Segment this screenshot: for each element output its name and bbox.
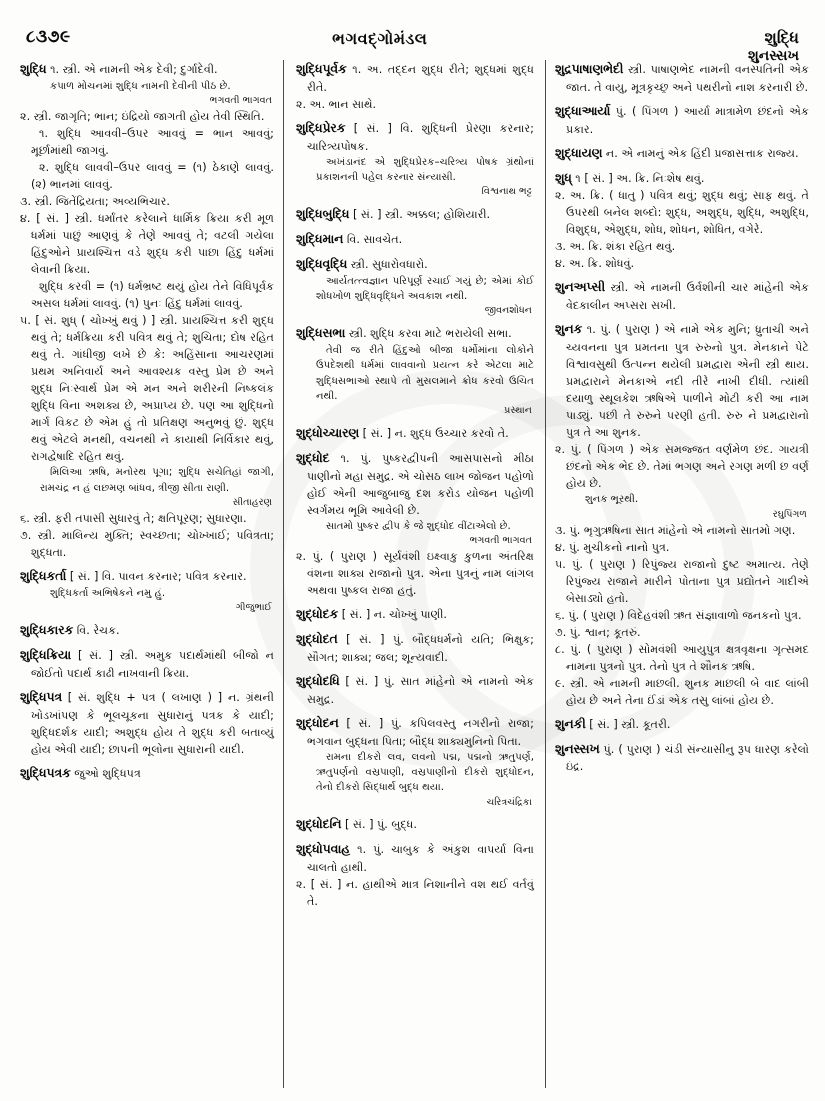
entry-text: ૪. [ સં. ] સ્ત્રી. ધર્માંતર કરેલાને ધાર્મિક ક્રિયા કરી મૂળ ધર્મમાં પાછું આણવું કે તેણે આવવું તે; વટલી ગયેલા હિંદુઓને પ્રાયશ્ચિત્ત વડે શુદ્ધ કરી પાછા હિંદુ ધર્મમાં લેવાની ક્રિયા. xyxy=(20,212,274,277)
entry-sense xyxy=(555,522,809,539)
entry-text: [ સં. ] સ્ત્રી. કૂતરી. xyxy=(589,717,671,731)
entry-text: ન. એ નામનું એક હિંદી પ્રજાસત્તાક રાજ્ય. xyxy=(605,146,799,160)
entry-sense xyxy=(296,230,534,249)
entry-headword: શુદ્ધાયણ xyxy=(554,144,603,160)
dictionary-entry xyxy=(555,715,809,734)
entry-text: વિ. સાવચેત. xyxy=(346,233,403,247)
entry-quotation xyxy=(20,79,274,94)
entry-text: સ્ત્રી. એ નામની ઉર્વશીની ચાર માંહેની એક વેદકાલીન અપ્સરા સખી. xyxy=(565,281,809,313)
entry-citation xyxy=(296,534,534,548)
entry-sense xyxy=(296,876,534,910)
entry-sense xyxy=(20,764,274,783)
entry-subsense xyxy=(20,278,274,312)
entry-text: [ સં. શુદ્ધિ + પત્ર ( લખાણ ) ] ન. ગ્રંથની ખોડખાંપણ કે ભૂલચૂકના સુધારાનું પત્રક કે યાદી; શુદ્ધિદર્શક યાદી; અશુદ્ધ હોય તે શુદ્ધ કરી બતાવ્યું હોય એવી યાદી; છાપની ભૂલોના સુધારાની યાદી. xyxy=(31,690,274,756)
entry-sense xyxy=(555,278,809,314)
dictionary-entry xyxy=(296,815,534,834)
entry-sense xyxy=(555,441,809,492)
dictionary-entry xyxy=(555,102,809,138)
entry-quotation xyxy=(20,586,274,601)
entry-citation xyxy=(296,404,534,418)
entry-text: તેવી જ રીતે હિંદુઓ બીજા ધર્મોમાંના લોકોને ઉપદેશથી ધર્મમાં લાવવાનો પ્રયત્ન કરે એટલા માટે શુદ્ધિસભાઓ સ્થાપે તો મુસલમાને ક્રોધ કરવો ઉચિત નથી. xyxy=(315,345,534,402)
entry-headword: શુદ્ધિપ્રેરક xyxy=(295,119,346,135)
dictionary-entry xyxy=(296,630,534,666)
dictionary-entry xyxy=(555,278,809,314)
entry-text: રઘુપિંગળ xyxy=(772,508,807,520)
entry-sense xyxy=(20,527,274,561)
running-head-first: શુદ્ધિ xyxy=(764,28,799,47)
dictionary-entry xyxy=(555,320,809,708)
entry-text: શુનક ભૂરથી. xyxy=(584,494,639,506)
entry-text: ૨. [ સં. ] ન. હાથીએ માત્ર નિશાનીને વશ થઈ વર્તવું તે. xyxy=(295,878,534,909)
entry-text: ૩. અ. ક્રિ. શંકા રહિત થવું. xyxy=(554,240,676,254)
entry-quotation xyxy=(296,519,534,534)
entry-sense xyxy=(20,60,274,79)
dictionary-entry xyxy=(296,205,534,224)
entry-sense xyxy=(555,238,809,255)
dictionary-entry xyxy=(555,169,809,273)
entry-text: જીવનશોધન xyxy=(484,305,532,317)
entry-text: ૨. સ્ત્રી. જાગૃતિ; ભાન; ઇંદ્રિયો જાગતી હોય તેવી સ્થિતિ. xyxy=(20,110,265,124)
dictionary-entry xyxy=(20,764,274,783)
entry-quotation xyxy=(296,155,534,186)
entry-sense xyxy=(20,312,274,465)
entry-text: [ સં. ] પું. કપિલવસ્તુ નગરીનો રાજા; ભગવાન બુદ્ધના પિતા; બૌદ્ધ શાક્યમુનિનો પિતા. xyxy=(306,716,534,748)
entry-citation xyxy=(296,304,534,318)
entry-sense xyxy=(555,675,809,709)
entry-text: ચરિત્રચંદ્રિકા xyxy=(486,796,532,808)
entry-sense xyxy=(555,144,809,163)
entry-headword: શુદ્ધોપવાહ xyxy=(295,841,350,857)
entry-sense xyxy=(20,646,274,682)
entry-headword: શુદ્ધિબુદ્ધિ xyxy=(295,206,350,222)
entry-headword: શુનકી xyxy=(554,715,586,731)
entry-text: ૨. શુદ્ધિ લાવવી–ઉપર લાવવું = (૧) ઠેકાણે લાવવું. (૨) ભાનમાં લાવવું. xyxy=(31,161,274,192)
entry-quotation xyxy=(296,343,534,404)
entry-text: સ્ત્રી. સુધારોવધારો. xyxy=(350,257,428,271)
entry-quotation xyxy=(555,492,809,507)
entry-text: [ સં. ] પું. સાત માંહેનો એ નામનો એક સમુદ્ર. xyxy=(306,674,534,706)
entry-text: ૭. પું. શ્વાન; કૂતરું. xyxy=(554,625,641,639)
entry-headword: શુદ્ધોદધિ xyxy=(295,672,340,688)
entry-sense xyxy=(555,539,809,556)
entry-text: [ સં. ] પું. બુદ્ધ. xyxy=(345,818,417,832)
entry-text: વિશ્વનાથ ભટ્ટ xyxy=(481,186,532,198)
dictionary-entry xyxy=(20,60,274,561)
entry-text: સ્ત્રી. શુદ્ધિ કરવા માટે ભરાયેલી સભા. xyxy=(348,327,512,341)
entry-sense xyxy=(296,119,534,155)
entry-headword: શુદ્ધોદન xyxy=(295,714,339,730)
entry-headword: શુદ્ધિપત્રક xyxy=(20,764,71,780)
dictionary-entry xyxy=(296,449,534,599)
entry-sense xyxy=(296,324,534,343)
entry-spacer xyxy=(296,911,534,916)
text-column-2 xyxy=(283,60,546,1088)
entry-headword: શુદ્ધોદત xyxy=(295,631,338,647)
entry-sense xyxy=(296,815,534,834)
entry-text: પું. ( પિંગળ ) આર્યા માત્રામેળ છંદનો એક પ્રકાર. xyxy=(565,104,809,136)
entry-text: ૮. પું. ( પુરાણ ) સોમવંશી આયુપુત્ર ક્ષત્રવૃક્ષના ગૃત્સમદ નામના પુત્રનો પુત્ર. તેનો પુત્ર તે શૌનક ઋષિ. xyxy=(554,642,809,673)
entry-text: ૧. પું. ચાબુક કે અંકુશ વાપર્યા વિના ચાલતો હાથી. xyxy=(306,843,534,875)
dictionary-entry xyxy=(296,714,534,810)
entry-headword: શુનક xyxy=(554,321,583,337)
entry-sense xyxy=(296,605,534,624)
entry-text: ૧. પું. ( પુરાણ ) એ નામે એક મુનિ; ધ્રુતાચી અને ચ્યવનના પુત્ર પ્રમતના પુત્ર રુરુનો પુત્ર. મેનકાને પેટે વિશ્વાવસુથી ઉત્પન્ન થયેલી પ્રમદ્વારા એની સ્ત્રી થાય. પ્રમદ્વારાને મેનકાએ નદી તીરે નાખી દીધી. ત્યાંથી દયાળુ સ્થૂલકેશ ઋષિએ પાળીને મોટી કરી આ નામ પાડ્યું. પછી તે રુરુને પરણી હતી. રુરુ ને પ્રમદ્વારાનો પુત્ર તે આ શુનક. xyxy=(565,323,809,440)
entry-sense xyxy=(296,449,534,519)
entry-sense xyxy=(555,60,809,96)
entry-text: ૪. પું. મુચીકનો નાનો પુત્ર. xyxy=(554,540,670,554)
entry-text: ૭. સ્ત્રી. માલિન્ય મુક્તિ; સ્વચ્છતા; ચોખ્ખાઈ; પવિત્રતા; શુદ્ધતા. xyxy=(20,528,274,559)
entry-text: શુદ્ધિકર્તા અભિષેકને નમુ હું. xyxy=(50,587,166,599)
entry-text: મિલિઆ ઋષિ, મનોરથ પૂગા; શુદ્ધિ સચેતિહાં જાગી, રામચંદ્ર ન હં લછમણ બાંધવ, ત્રીજી સીતા રાણી. xyxy=(40,467,274,494)
dictionary-entry xyxy=(296,605,534,624)
entry-sense xyxy=(296,630,534,666)
entry-headword: શુદ્ધોદક xyxy=(295,606,339,622)
entry-sense xyxy=(555,641,809,675)
entry-text: ૧. અ. તદ્દન શુદ્ધ રીતે; શુદ્ધમાં શુદ્ધ રીતે. xyxy=(306,63,534,94)
text-column-3 xyxy=(546,60,809,1088)
entry-headword: શુદ્ધિપત્ર xyxy=(20,688,62,704)
entry-sense xyxy=(555,187,809,238)
entry-sense xyxy=(296,255,534,274)
entry-subsense xyxy=(20,159,274,193)
entry-text: ગીજુભાઈ xyxy=(235,602,272,614)
entry-text: વિ. રેચક. xyxy=(76,623,120,637)
entry-text: સ્ત્રી. પાષાણભેદ નામની વનસ્પતિની એક જાત. તે વાયુ, મૂત્રકૃચ્છ્ર અને પથરીનો નાશ કરનારી છે. xyxy=(565,63,809,94)
entry-sense xyxy=(20,567,274,586)
entry-sense xyxy=(20,193,274,210)
entry-headword: શુદ્ધિસભા xyxy=(295,325,346,341)
entry-sense xyxy=(296,96,534,113)
dictionary-entry xyxy=(296,60,534,113)
entry-text: જુઓ શુદ્ધિપત્ર xyxy=(74,766,141,780)
entry-sense xyxy=(555,169,809,188)
entry-headword: શુધ્ xyxy=(554,169,572,185)
dictionary-entry xyxy=(20,688,274,758)
entry-sense xyxy=(296,205,534,224)
entry-sense xyxy=(20,108,274,125)
entry-sense xyxy=(555,102,809,138)
entry-text: આર્યતત્ત્વજ્ઞાન પરિપૂર્ણ રચાઈ ગયું છે; એમાં કોઈ શોધખોળ શુદ્ધિવૃદ્ધિને અવકાશ નથી. xyxy=(315,275,534,303)
dictionary-entry xyxy=(20,567,274,615)
entry-text: ૨. અ. ભાન સાથે. xyxy=(295,97,377,111)
book-title: ભગવદ્ગોમંડલ xyxy=(332,29,428,48)
entry-quotation xyxy=(296,750,534,796)
entry-text: કપાળ મોચનમાં શુદ્ધિ નામની દેવીની પીઠ છે. xyxy=(50,80,231,92)
entry-text: ૨. અ. ક્રિ. ( ધાતુ ) પવિત્ર થવું; શુદ્ધ થવું; સાફ થવું. તે ઉપરથી બનેલ શબ્દો: શુદ્ધ, અશુદ્ધ, શુદ્ધિ, અશુદ્ધિ, વિશુદ્ધ, એશુદ્ધ, શોધ, શોધન, શોધિત, વગેરે. xyxy=(554,189,809,237)
entry-citation xyxy=(555,508,809,522)
entry-quotation xyxy=(20,465,274,496)
entry-sense xyxy=(555,740,809,776)
entry-text: ભગવતી ભાગવત xyxy=(469,535,532,547)
entry-text: ૨. પું. ( પુરાણ ) સૂર્યવંશી ઇક્ષ્વાકુ કુળના અંતરિક્ષ વંશના શાક્ય રાજાનો પુત્ર. એના પુત્રનું નામ લાંગલ અથવા પુષ્કલ રાજા હતું. xyxy=(295,550,534,598)
dictionary-entry xyxy=(296,324,534,418)
entry-sense xyxy=(296,548,534,599)
entry-text: પ્રસ્થાન xyxy=(504,405,532,417)
entry-sense xyxy=(20,621,274,640)
entry-sense xyxy=(296,840,534,876)
entry-headword: શુદ્ધિમાન xyxy=(295,231,344,247)
entry-text: [ સં. ] ન. ચોખ્ખું પાણી. xyxy=(341,608,447,622)
page-header xyxy=(0,0,825,64)
dictionary-entry xyxy=(555,740,809,776)
entry-headword: શુદ્ધાઆર્યા xyxy=(554,102,611,118)
entry-text: સીતાહરણ xyxy=(232,496,272,508)
entry-sense xyxy=(296,714,534,750)
entry-spacer xyxy=(555,776,809,781)
entry-sense xyxy=(20,688,274,758)
entry-text: [ સં. ] વિ. શુદ્ધિની પ્રેરણા કરનાર; ચારિત્ર્યપોષક. xyxy=(306,121,534,153)
entry-text: [ સં. ] સ્ત્રી. અમુક પદાર્થમાંથી બીજો ન જોઈતો પદાર્થ કાઢી નાખવાની ક્રિયા. xyxy=(31,648,274,680)
dictionary-entry xyxy=(296,230,534,249)
entry-text: ૩. પું. ભૃગુઋષિના સાત માંહેનો એ નામનો સાતમો ગણ. xyxy=(554,523,796,537)
entry-text: પું. ( પુરાણ ) ચંડી સંન્યાસીનુ રૂપ ધારણ કરેલો ઇંદ્ર. xyxy=(565,742,809,774)
entry-spacer xyxy=(20,783,274,788)
entry-headword: શુદ્ધિ xyxy=(20,61,47,76)
entry-text: ૬. સ્ત્રી. ફરી તપાસી સુધારવું તે; ક્ષતિપૂરણ; સુધારણા. xyxy=(20,511,247,525)
entry-citation xyxy=(296,185,534,199)
entry-text: ૧. પું. પુષ્કરદ્વીપની આસપાસનો મીઠા પાણીનો મહા સમુદ્ર. એ ચોસઠ લાખ જોજન પહોળો હોઈ એની આજુબાજુ દશ કરોડ યોજન પહોળી સ્વર્ગમય ભૂમિ આવેલી છે. xyxy=(306,452,534,517)
dictionary-entry xyxy=(296,424,534,443)
entry-text: ૨. પું. ( પિંગળ ) એક સમજ્જત વર્ણમેળ છંદ. ગાયત્રી છંદનો એક ભેદ છે. તેમાં ભગણ અને રગણ મળી છ વર્ણ હોય છે. xyxy=(554,443,809,491)
entry-text: સાતમો પુષ્કર દ્વીપ કે જે શુદ્ધોદ વીંટાએલો છે. xyxy=(325,520,511,532)
entry-headword: શુદ્ધિકર્તા xyxy=(20,567,67,583)
entry-headword: શુદ્ધિકારક xyxy=(20,621,74,637)
entry-text: અખંડાનંદ એ શુદ્ધિપ્રેરક–ચરિત્ર્ય પોષક ગ્રંથોનાં પ્રકાશનની પહેલ કરનાર સંન્યાસી. xyxy=(315,156,534,184)
entry-citation xyxy=(296,796,534,810)
entry-headword: શુદ્ધિપૂર્વક xyxy=(295,61,347,76)
entry-text: ૧. શુદ્ધિ આવવી–ઉપર આવવું = ભાન આવવું; મૂર્છામાંથી જાગવું. xyxy=(31,127,274,158)
entry-headword: શુદ્રપાષાણભેદી xyxy=(554,61,624,76)
entry-sense xyxy=(296,424,534,443)
entry-text: ૬. પું. ( પુરાણ ) વિદેહવંશી ઋત સંજ્ઞાવાળો જનકનો પુત્ર. xyxy=(554,608,802,622)
dictionary-entry xyxy=(296,672,534,708)
entry-text: [ સં. ] વિ. પાવન કરનાર; પવિત્ર કરનાર. xyxy=(69,569,247,583)
entry-citation xyxy=(20,601,274,615)
dictionary-entry xyxy=(296,255,534,318)
entry-headword: શુનસ્સખ xyxy=(554,740,600,756)
entry-headword: શુદ્ધોદનિ xyxy=(295,816,342,832)
text-column-1 xyxy=(20,60,283,1088)
entry-sense xyxy=(555,715,809,734)
dictionary-entry xyxy=(296,840,534,910)
entry-sense xyxy=(555,556,809,607)
entry-text: ૧ [ સં. ] અ. ક્રિ. નિઃશેષ થવું. xyxy=(575,171,705,185)
entry-text: ૩. સ્ત્રી. જિતેંદ્રિયતા; અવ્યભિચાર. xyxy=(20,195,170,209)
entry-sense xyxy=(555,607,809,624)
entry-text: [ સં. ] સ્ત્રી. અક્કલ; હોશિયારી. xyxy=(352,208,491,222)
entry-sense xyxy=(555,255,809,272)
entry-citation xyxy=(20,496,274,510)
dictionary-entry xyxy=(20,621,274,640)
entry-headword: શુદ્ધિવૃદ્ધિ xyxy=(295,255,348,271)
entry-sense xyxy=(296,60,534,96)
entry-text: [ સં. ] ન. શુદ્ધ ઉચ્ચાર કરવો તે. xyxy=(362,427,509,441)
entry-text: ૧. સ્ત્રી. એ નામની એક દેવી; દુર્ગાદેવી. xyxy=(50,63,218,76)
entry-text: [ સં. ] પું. બૌદ્ધધર્મનો યતિ; ભિક્ષુક; સૌગત; શાક્ય; જલ; શૂન્યવાદી. xyxy=(306,633,534,664)
running-head-last: શુનસ્સખ xyxy=(747,48,799,64)
entry-sense xyxy=(555,320,809,441)
entry-text: ૯. સ્ત્રી. એ નામની માછલી. શુનક માછલી બે વાદ લાંબી હોય છે અને તેના ઈંડાં એક તસુ લાંબાં હોય છે. xyxy=(554,676,809,707)
entry-headword: શુદ્ધોચ્ચારણ xyxy=(295,425,360,441)
entry-text: રામના દીકરો લવ, લવનો પદ્મ, પદ્મનો ઋતુપર્ણ, ઋતુપર્ણનો વસ્રપાણી, વસ્રપાણીનો દીકરો શુદ્ધોદન, તેનો દીકરો સિદ્ધાર્થ બુદ્ધ થયા. xyxy=(315,751,534,794)
entry-citation xyxy=(20,94,274,108)
dictionary-entry xyxy=(20,646,274,682)
entry-headword: શુદ્ધિક્રિયા xyxy=(20,646,72,662)
entry-subsense xyxy=(20,125,274,159)
entry-headword: શુદ્ધોદ xyxy=(295,450,330,466)
entry-text: ૪. અ. ક્રિ. શોધવું. xyxy=(554,257,635,271)
dictionary-entry xyxy=(555,144,809,163)
entry-text: ભગવતી ભાગવત xyxy=(209,95,272,107)
entry-sense xyxy=(555,624,809,641)
entry-sense xyxy=(20,210,274,278)
entry-sense xyxy=(20,510,274,527)
entry-quotation xyxy=(296,274,534,305)
entry-text: શુદ્ધિ કરવી = (૧) ધર્મભ્રષ્ટ થયું હોય તેને વિધિપૂર્વક અસલ ધર્મમાં લાવવું. (૧) પુનઃ હિંદુ ધર્મમાં લાવવું. xyxy=(31,280,274,311)
column-container xyxy=(0,56,825,1096)
entry-sense xyxy=(296,672,534,708)
entry-headword: શુનઅપ્સી xyxy=(554,279,606,295)
page-number: ૮૩૭૯ xyxy=(26,27,71,47)
entry-text: ૫. [ સં. શુધ્ ( ચોખ્ખું થવું ) ] સ્ત્રી. પ્રાયશ્ચિત્ત કરી શુદ્ધ થવું તે; ધર્મક્રિયા કરી પવિત્ર થવું તે; શુચિતા; દોષ રહિત થવું તે. ગાંધીજી લખે છે કે: અહિંસાના આચરણમાં પ્રથમ અનિવાર્ય અને આવશ્યક વસ્તુ પ્રેમ છે અને શુદ્ધ નિઃસ્વાર્થ પ્રેમ એ મન અને શરીરની નિષ્કલંક શુદ્ધિ વિના અશક્ય છે, અપ્રાપ્ય છે. પણ આ શુદ્ધિનો માર્ગ વિકટ છે એમ હું તો પ્રતિક્ષણ અનુભવું છું. શુદ્ધ થવું એટલે મનથી, વચનથી ને કાયાથી નિર્વિકાર થવું, રાગદ્વેષાદિ રહિત થવું. xyxy=(20,314,274,464)
dictionary-entry xyxy=(555,60,809,96)
dictionary-entry xyxy=(296,119,534,199)
entry-text: ૫. પું. ( પુરાણ ) રિપુંજ્ય રાજાનો દુષ્ટ અમાત્ય. તેણે રિપુંજ્ય રાજાને મારીને પોતાના પુત્ર પ્રદ્યોતને ગાદીએ બેસાડ્યો હતો. xyxy=(554,557,809,605)
